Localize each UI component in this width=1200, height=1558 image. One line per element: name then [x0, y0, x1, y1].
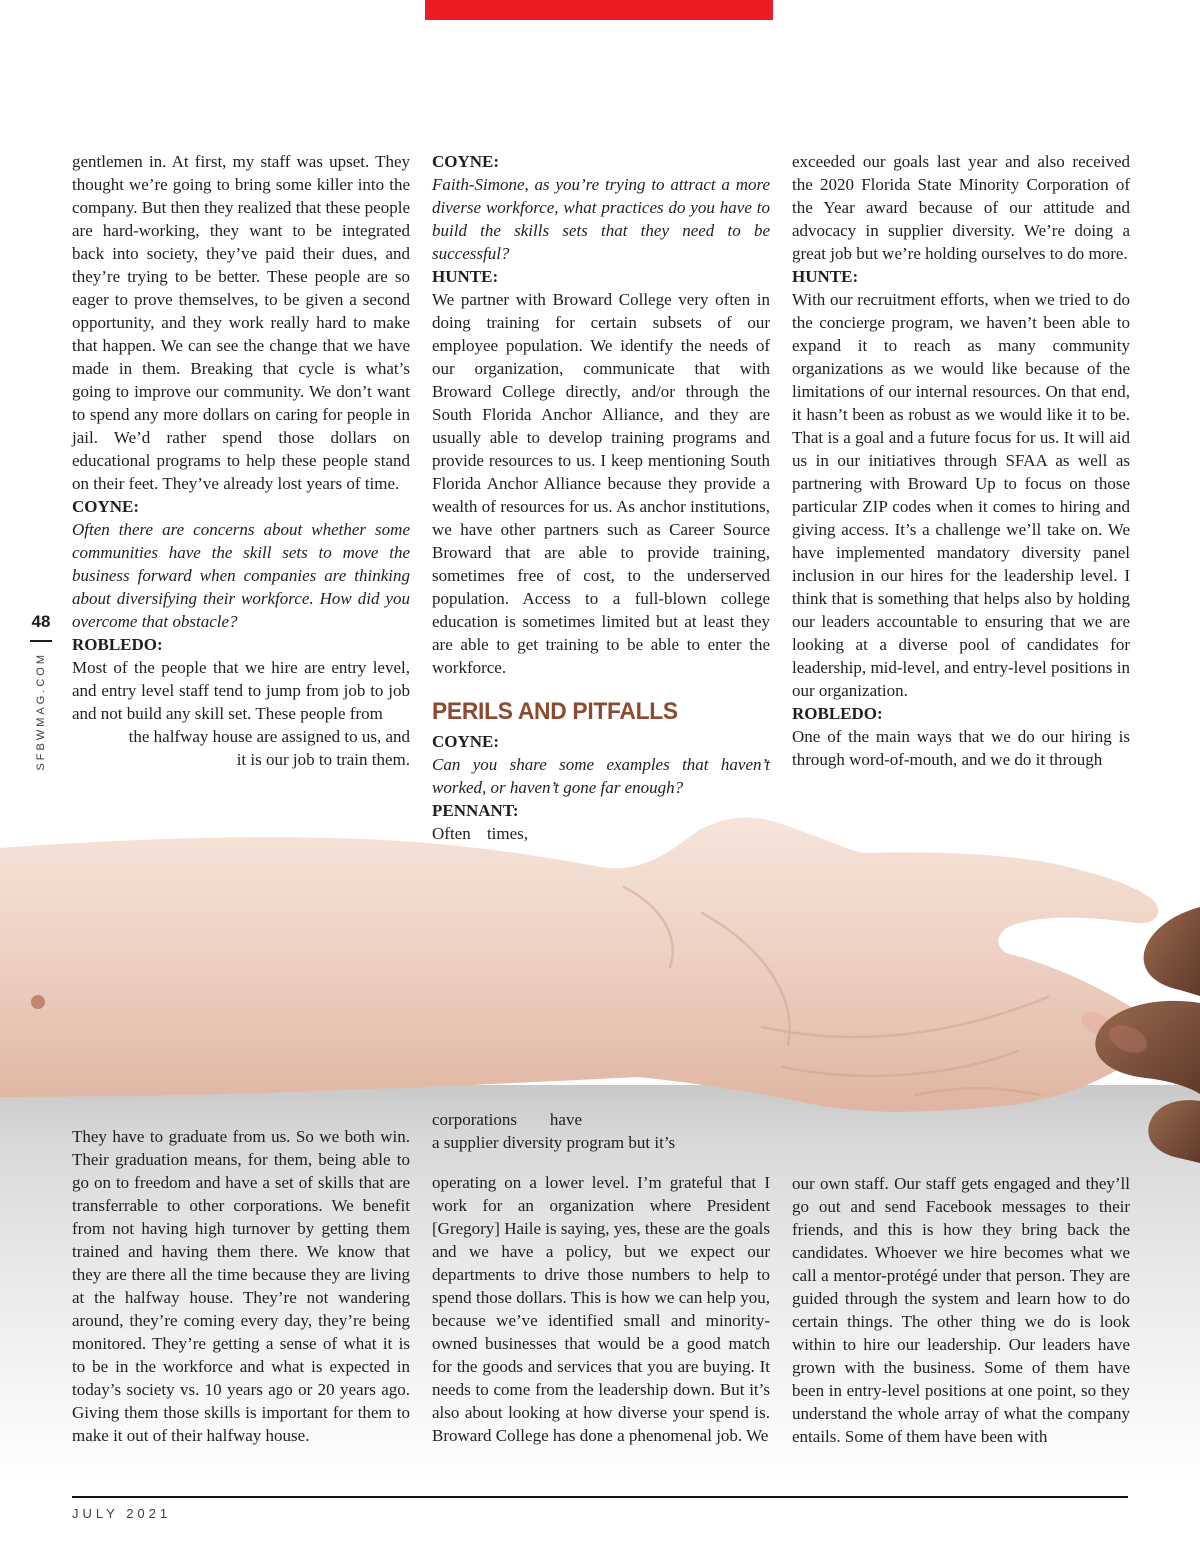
- interview-question: Faith-Simone, as you’re trying to attract a more diverse workforce, what practices do you have to build the skills sets that they need to be successful?: [432, 175, 770, 263]
- body-paragraph: They have to graduate from us. So we both win. Their graduation means, for them, being able to go on to freedom and have a set of skills that are transferrable to other corporations. We benefit from not having high turnover by getting them trained and having them there. We know that they are there all the time because they are living at the halfway house. They’re not wandering around, they’re coming every day, they’re being monitored. They’re getting a sense of what it is to be in the workforce and what is expected in today’s society vs. 10 years ago or 20 years ago. Giving them those skills is important for them to make it out of their halfway house.: [72, 1127, 410, 1445]
- speaker-label-coyne: COYNE:: [72, 497, 140, 516]
- wrapped-word: have: [549, 1110, 582, 1129]
- interview-question: Often there are concerns about whether some communities have the skill sets to move the business forward when companies are thinking about diversifying their workforce. How did you overcome that obstacle?: [72, 520, 410, 631]
- footer-date: JULY 2021: [72, 1506, 172, 1521]
- bottom-column-3: [792, 1108, 1130, 1465]
- top-red-accent-bar: [425, 0, 773, 20]
- section-heading-perils-and-pitfalls: PERILS AND PITFALLS: [432, 698, 678, 725]
- image-wrapped-line: [432, 1108, 582, 1131]
- interview-answer: We partner with Broward College very often in doing training for certain subsets of our employee population. We identify the needs of our organization, communicate that with Broward College directly, and/or through the South Florida Anchor Alliance, and they are usually able to develop training programs and provide resources to us. I keep mentioning South Florida Anchor Alliance because they provide a wealth of resources for us. As anchor institutions, we have other partners such as Career Source Broward that are able to provide training, sometimes free of cost, to the underserved population. Access to a full-blown college education is sometimes limited but at least they are able to get training to be able to enter the workforce.: [432, 290, 770, 677]
- top-column-3: [792, 150, 1130, 771]
- top-column-1: [72, 150, 410, 771]
- speaker-label-pennant: PENNANT:: [432, 801, 519, 820]
- speaker-label-robledo: ROBLEDO:: [792, 704, 883, 723]
- speaker-label-hunte: HUNTE:: [432, 267, 499, 286]
- interview-answer: Most of the people that we hire are entry level, and entry level staff tend to jump from job to job and not build any skill set. These people from: [72, 658, 410, 723]
- interview-question: Can you share some examples that haven’t worked, or haven’t gone far enough?: [432, 755, 770, 797]
- body-paragraph: our own staff. Our staff gets engaged and they’ll go out and send Facebook messages to their friends, and this is how they bring back the candidates. Whoever we hire becomes what we call a mentor-protégé under that person. They are guided through the system and learn how to do certain things. The other thing we do is look within to hire our leadership. Our leaders have grown with the business. Some of them have been in entry-level positions at one point, so they understand the whole array of what the company entails. Some of them have been with: [792, 1174, 1130, 1446]
- footer-rule: [72, 1496, 1128, 1498]
- speaker-label-coyne: COYNE:: [432, 152, 500, 171]
- folio-divider: [30, 640, 52, 642]
- forearm-mole: [31, 995, 45, 1009]
- top-column-2: [432, 150, 770, 845]
- speaker-label-coyne: COYNE:: [432, 732, 500, 751]
- bottom-column-1: [72, 1108, 410, 1464]
- image-wrapped-line: a supplier diversity program but it’s: [432, 1133, 676, 1152]
- body-paragraph: exceeded our goals last year and also received the 2020 Florida State Minority Corporation of the Year award because of our attitude and advocacy in supplier diversity. We’re doing a great job but we’re holding ourselves to do more.: [792, 152, 1130, 263]
- interview-answer: With our recruitment efforts, when we tried to do the concierge program, we haven’t been able to expand it to reach as many community organizations as we would like because of the limitations of our internal resources. On that end, it hasn’t been as robust as we would like it to be. That is a goal and a future focus for us. It will aid us in our initiatives through SFAA as well as partnering with Broward Up to focus on those particular ZIP codes when it comes to hiring and giving access. It’s a challenge we’ll take on. We have implemented mandatory diversity panel inclusion in our hires for the leadership level. I think that is something that helps also by holding our leaders accountable to ensuring that we are looking at a diverse pool of candidates for leadership, mid-level, and entry-level positions in our organization.: [792, 290, 1130, 700]
- wrapped-line: it is our job to train them.: [236, 750, 410, 769]
- bottom-column-2: [432, 1108, 770, 1464]
- wrapped-line: the halfway house are assigned to us, and: [128, 727, 410, 746]
- page-folio: [24, 612, 58, 776]
- wrapped-word: corporations: [432, 1110, 517, 1129]
- pale-hand-arm-shape: [0, 817, 1187, 1111]
- interview-answer: One of the main ways that we do our hiring is through word-of-mouth, and we do it through: [792, 727, 1130, 769]
- magazine-website-vertical: SFBWMAG.COM: [35, 652, 47, 771]
- page-number: 48: [31, 612, 51, 631]
- body-paragraph: operating on a lower level. I’m grateful that I work for an organization where President [Gregory] Haile is saying, yes, these are the goals and we have a policy, but we expect our departments to drive those numbers to help to spend those dollars. This is how we can help you, because we’ve identified small and minority-owned businesses that would be a good match for the goods and services that you are buying. It needs to come from the leadership down. But it’s also about looking at how diverse your spend is. Broward College has done a phenomenal job. We: [432, 1173, 770, 1445]
- interview-answer-start: Often times,: [432, 824, 529, 843]
- body-paragraph: gentlemen in. At first, my staff was upset. They thought we’re going to bring some killer into the company. But then they realized that these people are hard-working, they want to be integrated back into society, they’ve paid their dues, and they’re trying to be better. These people are so eager to prove themselves, to be given a second opportunity, and they work really hard to make that happen. We can see the change that we have made in them. Breaking that cycle is what’s going to improve our community. We don’t want to spend any more dollars on caring for people in jail. We’d rather spend those dollars on educational programs to help these people stand on their feet. They’ve already lost years of time.: [72, 152, 410, 493]
- speaker-label-hunte: HUNTE:: [792, 267, 859, 286]
- speaker-label-robledo: ROBLEDO:: [72, 635, 163, 654]
- image-wrapped-lines: [72, 725, 410, 771]
